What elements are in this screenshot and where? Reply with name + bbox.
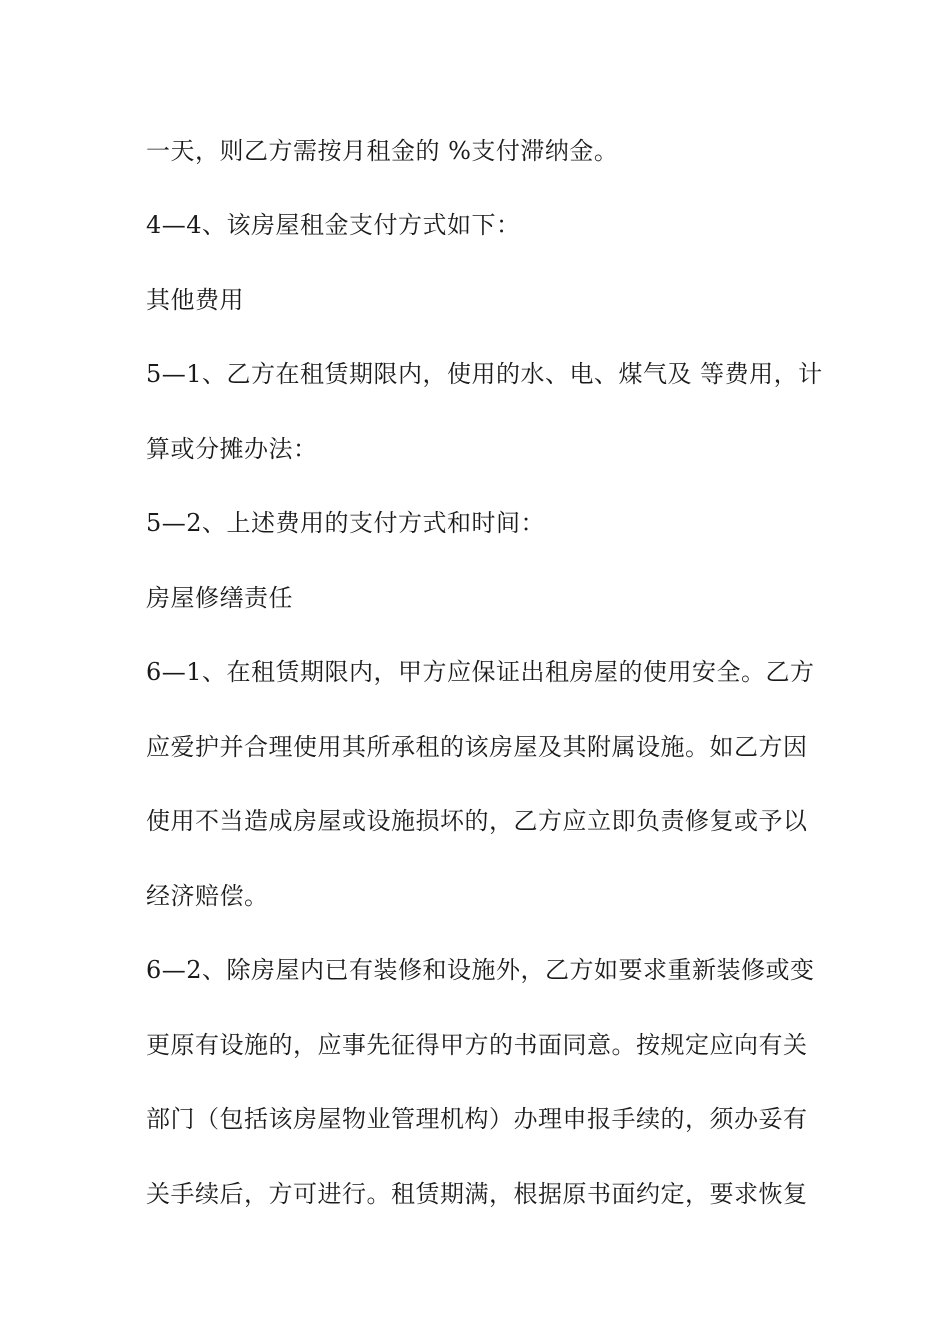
section-heading-repair: 房屋修缮责任 [146, 584, 293, 612]
clause-5-1: 5—1、乙方在租赁期限内，使用的水、电、煤气及 等费用，计 [146, 360, 823, 388]
clause-6-1-continued: 经济赔偿。 [146, 882, 269, 910]
clause-6-2-continued: 部门（包括该房屋物业管理机构）办理申报手续的，须办妥有 [146, 1105, 808, 1133]
clause-5-1-continued: 算或分摊办法： [146, 435, 318, 463]
clause-6-2-continued: 更原有设施的，应事先征得甲方的书面同意。按规定应向有关 [146, 1031, 808, 1059]
clause-6-1: 6—1、在租赁期限内，甲方应保证出租房屋的使用安全。乙方 [146, 658, 815, 686]
clause-4-4: 4—4、该房屋租金支付方式如下： [146, 211, 521, 239]
clause-6-2: 6—2、除房屋内已有装修和设施外，乙方如要求重新装修或变 [146, 956, 815, 984]
clause-6-2-continued: 关手续后，方可进行。租赁期满，根据原书面约定，要求恢复 [146, 1180, 808, 1208]
clause-5-2: 5—2、上述费用的支付方式和时间： [146, 509, 546, 537]
clause-6-1-continued: 使用不当造成房屋或设施损坏的，乙方应立即负责修复或予以 [146, 807, 808, 835]
text-line-late-fee: 一天，则乙方需按月租金的 %支付滞纳金。 [146, 137, 619, 165]
clause-6-1-continued: 应爱护并合理使用其所承租的该房屋及其附属设施。如乙方因 [146, 733, 808, 761]
section-heading-other-fees: 其他费用 [146, 286, 244, 314]
